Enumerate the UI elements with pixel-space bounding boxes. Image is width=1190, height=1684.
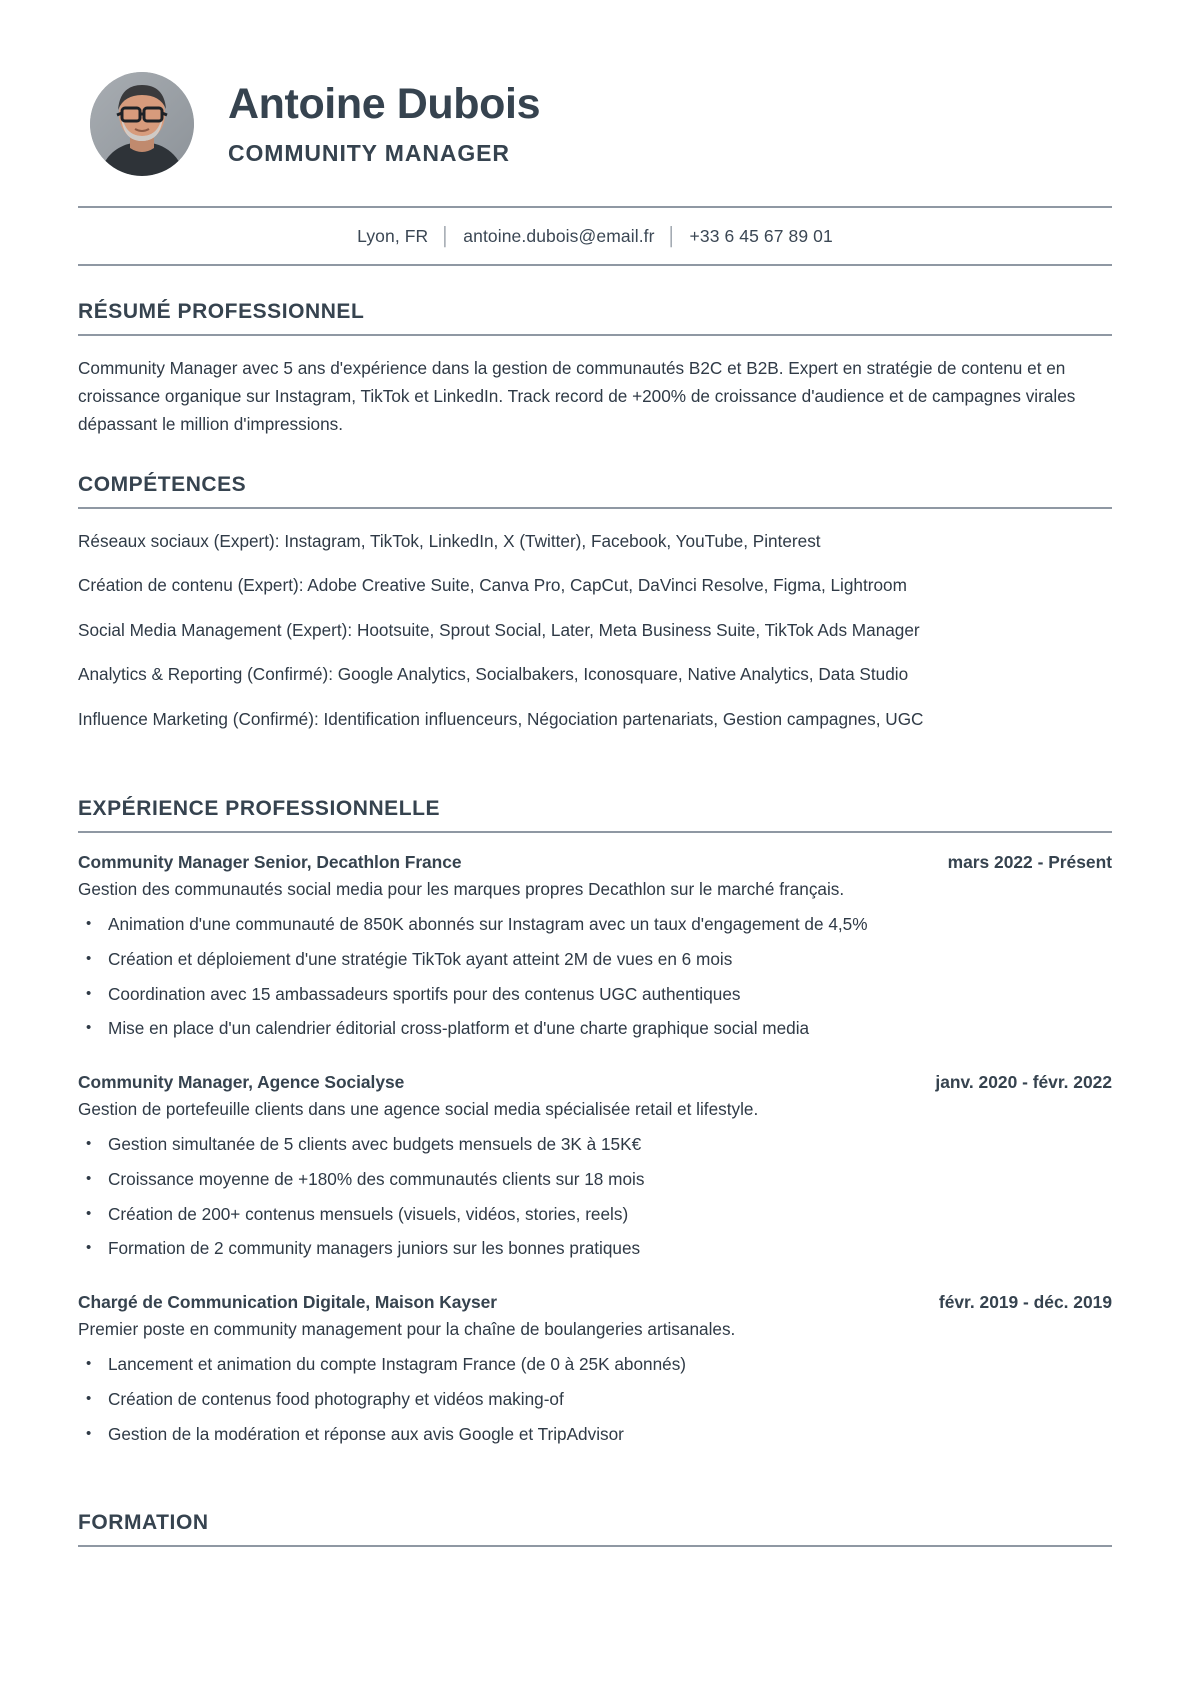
bullet-icon: • — [86, 949, 92, 967]
bullet-text: Gestion de la modération et réponse aux avis Google et TripAdvisor — [108, 1423, 624, 1444]
summary-body — [78, 336, 1112, 439]
bullet-icon: • — [86, 984, 92, 1002]
bullet-text: Croissance moyenne de +180% des communautés clients sur 18 mois — [108, 1168, 645, 1189]
experience-item-header — [78, 852, 1112, 873]
experience-item-description: Gestion de portefeuille clients dans une agence social media spécialisée retail et lifestyle. — [78, 1099, 759, 1120]
contact-line — [78, 208, 1112, 264]
page-title: Antoine Dubois — [228, 79, 541, 128]
avatar — [90, 72, 194, 176]
bullet-text: Lancement et animation du compte Instagram France (de 0 à 25K abonnés) — [108, 1353, 687, 1374]
skills-body — [78, 509, 1112, 734]
list-item — [78, 1352, 1112, 1378]
experience-item-dates: janv. 2020 - févr. 2022 — [935, 1072, 1112, 1093]
list-item — [78, 947, 1112, 973]
bullet-icon: • — [86, 1424, 92, 1442]
bullet-icon: • — [86, 1389, 92, 1407]
summary-heading: RÉSUMÉ PROFESSIONNEL — [78, 300, 365, 323]
profile-photo-icon — [90, 72, 194, 176]
section-skills — [78, 473, 1112, 734]
list-item — [78, 1016, 1112, 1042]
identity-block — [228, 79, 541, 166]
bullet-text: Animation d'une communauté de 850K abonnés sur Instagram avec un taux d'engagement de 4,5% — [108, 913, 868, 934]
resume-content — [78, 72, 1112, 1547]
experience-item-description: Premier poste en community management pour la chaîne de boulangeries artisanales. — [78, 1319, 736, 1340]
experience-item — [78, 1072, 1112, 1262]
experience-item-header — [78, 1072, 1112, 1093]
contact-phone[interactable]: +33 6 45 67 89 01 — [689, 226, 833, 246]
bullet-text: Formation de 2 community managers juniors sur les bonnes pratiques — [108, 1238, 641, 1259]
section-experience — [78, 797, 1112, 1447]
experience-heading: EXPÉRIENCE PROFESSIONNELLE — [78, 797, 441, 821]
experience-item — [78, 1292, 1112, 1447]
list-item — [78, 1236, 1112, 1262]
section-education — [78, 1511, 1112, 1547]
contact-email[interactable]: antoine.dubois@email.fr — [463, 226, 655, 246]
experience-item-description: Gestion des communautés social media pour les marques propres Decathlon sur le marché français. — [78, 879, 845, 900]
resume-sheet — [10, 10, 1180, 1674]
bullet-text: Coordination avec 15 ambassadeurs sportifs pour des contenus UGC authentiques — [108, 983, 741, 1004]
bullet-icon: • — [86, 914, 92, 932]
experience-item-dates: févr. 2019 - déc. 2019 — [938, 1292, 1112, 1313]
bullet-icon: • — [86, 1134, 92, 1152]
contact-location: Lyon, FR — [357, 226, 429, 246]
experience-item-bullets — [78, 912, 1112, 1042]
experience-body — [78, 833, 1112, 1447]
contact-separator-2: │ — [666, 226, 678, 246]
job-title-subtitle: COMMUNITY MANAGER — [228, 139, 510, 166]
bullet-text: Création de 200+ contenus mensuels (visuels, vidéos, stories, reels) — [108, 1203, 629, 1224]
contact-separator-1: │ — [440, 226, 452, 246]
education-heading: FORMATION — [78, 1511, 209, 1535]
resume-header — [78, 72, 1112, 176]
experience-item-bullets — [78, 1352, 1112, 1447]
bullet-icon: • — [86, 1239, 92, 1257]
skill-line: Social Media Management (Expert): Hootsuite, Sprout Social, Later, Meta Business Suite, TikTok Ads Manager — [78, 619, 920, 640]
list-item — [78, 1422, 1112, 1448]
experience-item-bullets — [78, 1132, 1112, 1262]
list-item — [78, 982, 1112, 1008]
bullet-icon: • — [86, 1169, 92, 1187]
bullet-text: Création de contenus food photography et vidéos making-of — [108, 1388, 564, 1409]
experience-item-title: Community Manager Senior, Decathlon France — [78, 852, 462, 873]
spacer — [78, 733, 1112, 763]
skills-heading: COMPÉTENCES — [78, 472, 247, 496]
bullet-icon: • — [86, 1019, 92, 1037]
experience-item-title: Community Manager, Agence Socialyse — [78, 1072, 405, 1093]
list-item — [78, 1167, 1112, 1193]
section-summary — [78, 300, 1112, 439]
skill-line: Influence Marketing (Confirmé): Identification influenceurs, Négociation partenariats, Gestion campagnes, UGC — [78, 708, 924, 729]
bullet-text: Gestion simultanée de 5 clients avec budgets mensuels de 3K à 15K€ — [108, 1133, 642, 1154]
bullet-text: Mise en place d'un calendrier éditorial cross-platform et d'une charte graphique social media — [108, 1018, 810, 1039]
list-item — [78, 1202, 1112, 1228]
skill-line: Création de contenu (Expert): Adobe Creative Suite, Canva Pro, CapCut, DaVinci Resolve, Figma, Lightroom — [78, 575, 907, 596]
list-item — [78, 1132, 1112, 1158]
summary-text: Community Manager avec 5 ans d'expérience dans la gestion de communautés B2C et B2B. Expert en stratégie de contenu et en croissance organique sur Instagram, TikTok et LinkedIn. Track record de +200% de croissance d'audience et de campagnes virales dépassant le million d'impressions. — [78, 358, 1076, 434]
education-divider — [78, 1545, 1112, 1547]
header-divider-bottom — [78, 264, 1112, 266]
bullet-icon: • — [86, 1354, 92, 1372]
list-item — [78, 912, 1112, 938]
experience-item-title: Chargé de Communication Digitale, Maison Kayser — [78, 1292, 497, 1313]
bullet-icon: • — [86, 1204, 92, 1222]
experience-item — [78, 852, 1112, 1042]
list-item — [78, 1387, 1112, 1413]
skill-line: Réseaux sociaux (Expert): Instagram, TikTok, LinkedIn, X (Twitter), Facebook, YouTube, Pinterest — [78, 530, 821, 551]
spacer — [78, 1447, 1112, 1477]
experience-item-dates: mars 2022 - Présent — [947, 852, 1112, 873]
experience-item-header — [78, 1292, 1112, 1313]
skill-line: Analytics & Reporting (Confirmé): Google Analytics, Socialbakers, Iconosquare, Native Analytics, Data Studio — [78, 664, 909, 685]
bullet-text: Création et déploiement d'une stratégie TikTok ayant atteint 2M de vues en 6 mois — [108, 948, 733, 969]
